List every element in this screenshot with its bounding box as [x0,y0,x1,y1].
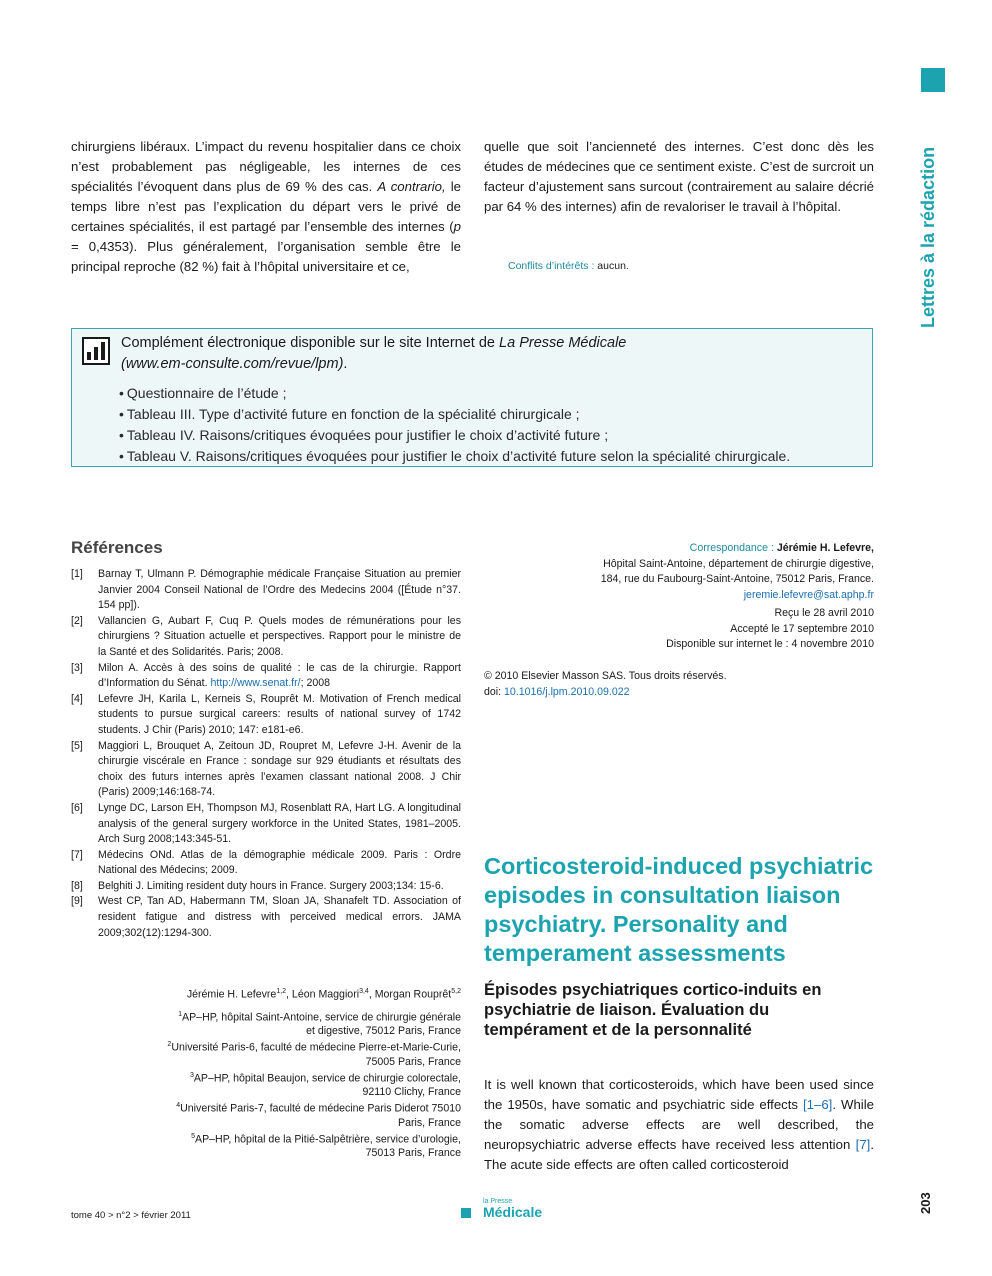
article-body [484,1075,874,1175]
reference-text: Belghiti J. Limiting resident duty hours in France. Surgery 2003;134: 15-6. [98,879,444,892]
list-item: • Questionnaire de l’étude ; [119,383,790,404]
reference-text: West CP, Tan AD, Habermann TM, Sloan JA, Shanafelt TD. Association of resident fatigue and distress with perceived medical errors. JAMA 2009;302(12):1294-300. [98,895,461,939]
issue-info: tome 40 > n°2 > février 2011 [71,1210,191,1221]
reference-text: Maggiori L, Brouquet A, Zeitoun JD, Roupret M, Lefevre J-H. Avenir de la chirurgie viscérale en France : sondage sur 929 étudiants et résultats des choix des futurs internes après l’examen classant national 2008. J Chir (Paris) 2009;146:168-74. [98,739,461,799]
affiliation-sup: 1 [178,1010,183,1018]
correspondence-name: Jérémie H. Lefevre, [776,542,874,554]
list-item: • Tableau IV. Raisons/critiques évoquées pour justifier le choix d’activité future ; [119,425,790,446]
affiliation [71,1038,461,1069]
affiliation-line: AP–HP, hôpital de la Pitié-Salpêtrière, service d’urologie, [195,1133,461,1146]
logo-big-text: Médicale [483,1204,543,1220]
affiliation-line: AP–HP, hôpital Saint-Antoine, service de chirurgie générale [182,1011,461,1024]
reference-item [71,661,461,692]
reference-number: [5] [71,739,83,752]
correspondence-label: Correspondance : [689,542,777,554]
doi-link[interactable]: 10.1016/j.lpm.2010.09.022 [504,685,630,698]
list-item: • Tableau V. Raisons/critiques évoquées pour justifier le choix d’activité future selon la spécialité chirurgicale. [119,446,790,467]
conflicts-label: Conflits d’intérêts : [508,260,598,272]
bar-chart-icon [82,337,110,365]
author-sup: 5,2 [451,988,461,995]
author-sup: 1,2 [276,988,287,995]
citation-link[interactable]: [1–6] [803,1097,833,1112]
authors-block [71,985,461,1160]
affiliation [71,1069,461,1100]
affiliation [71,1008,461,1039]
reference-item [71,879,461,895]
affiliation-sup: 4 [176,1102,181,1110]
date-online: Disponible sur internet le : 4 novembre 2010 [666,638,874,651]
body-text: . The acute side effects are often called corticosteroid [484,1137,874,1172]
reference-text-body: Milon A. Accès à des soins de qualité : le cas de la chirurgie. Rapport d’Information du Sénat. [98,661,461,690]
author-name: Jérémie H. Lefevre [186,988,277,1001]
affiliation-line: 92110 Clichy, France [362,1086,461,1099]
affiliation-line: et digestive, 75012 Paris, France [306,1025,461,1038]
reference-item [71,739,461,801]
affiliation-line: Université Paris-6, faculté de médecine Pierre-et-Marie-Curie, [171,1041,461,1054]
reference-item [71,614,461,661]
author-name: , Léon Maggiori [286,988,360,1001]
reference-number: [7] [71,848,83,861]
affiliation-line: Université Paris-7, faculté de médecine Paris Diderot 75010 [180,1102,461,1115]
reference-number: [4] [71,692,83,705]
correspondence-line2: 184, rue du Faubourg-Saint-Antoine, 75012 Paris, France. [600,573,874,586]
affiliation-sup: 2 [167,1041,172,1049]
intro-left-column [71,137,461,277]
intro-text-1: chirurgiens libéraux. L’impact du revenu hospitalier dans ce choix n’est probablement pas négligeable, les internes de ces spécialités l’évoquent dans plus de 69 % des cas. [71,139,461,194]
reference-text: Barnay T, Ulmann P. Démographie médicale Française Situation au premier Janvier 2004 Conseil National de l’Ordre des Medecins 2004 ([Étude n°37. 154 pp]). [98,568,461,612]
logo-small-text: la Presse [483,1198,513,1205]
correspondence-line1: Hôpital Saint-Antoine, département de chirurgie digestive, [603,557,874,570]
page-number: 203 [918,1192,933,1214]
author-name: , Morgan Rouprêt [368,988,452,1001]
body-text: . While the somatic adverse effects are well described, the neuropsychiatric adverse effects have received less attention [484,1097,874,1152]
section-marker [921,68,945,92]
affiliation-line: AP–HP, hôpital Beaujon, service de chirurgie colorectale, [193,1072,461,1085]
references-list [71,567,461,941]
reference-item [71,692,461,739]
reference-number: [9] [71,895,83,908]
citation-link[interactable]: [7] [855,1137,871,1152]
body-text: It is well known that corticosteroids, which have been used since the 1950s, have somatic and psychiatric side effects [484,1077,874,1112]
supplement-box [71,328,873,467]
reference-number: [3] [71,661,83,674]
reference-item [71,894,461,941]
reference-text: Lefevre JH, Karila L, Kerneis S, Rouprêt M. Motivation of French medical students to pursue surgical careers: results of national survey of 1742 students. J Chir (Paris) 2010; 147: e181-e6. [98,692,461,736]
reference-number: [6] [71,801,83,814]
reference-number: [1] [71,568,83,580]
reference-item [71,848,461,879]
intro-right-column: quelle que soit l’ancienneté des internes. C’est donc dès les études de médecines que ce sentiment existe. C’est de surcroit un facteur d’ajustement sans surcout (contrairement au salaire décrié par 64 % des internes) afin de revaloriser le travail à l’hôpital. [484,139,874,214]
author-list [71,985,461,1002]
affiliation-line: 75005 Paris, France [365,1055,461,1068]
article-title: Corticosteroid-induced psychiatric episodes in consultation liaison psychiatry. Personality and temperament assessments [484,853,874,966]
reference-text: Médecins ONd. Atlas de la démographie médicale 2009. Paris : Ordre National des Médecins; 2009. [98,848,461,877]
supplement-heading-text: Complément électronique disponible sur le site Internet de [121,335,500,351]
list-item: • Tableau III. Type d’activité future en fonction de la spécialité chirurgicale ; [119,404,790,425]
supplement-url[interactable]: (www.em-consulte.com/revue/lpm) [121,356,344,372]
reference-text: Lynge DC, Larson EH, Thompson MJ, Rosenblatt RA, Hart LG. A longitudinal analysis of the general surgery workforce in the United States, 1981–2005. Arch Surg 2008;143:345-51. [98,801,461,846]
reference-item [71,801,461,848]
conflicts-value: aucun. [597,260,629,272]
affiliation-line: Paris, France [398,1116,461,1129]
copyright: © 2010 Elsevier Masson SAS. Tous droits réservés. [484,670,727,682]
p-symbol: p [453,219,461,234]
conflicts-of-interest [508,260,629,272]
intro-text-2: le temps libre n’est pas l’explication du départ vers le privé de certaines spécialités, il est partagé par l’ensemble des internes ( [71,179,461,234]
affiliation-line: 75013 Paris, France [365,1147,461,1160]
article-subtitle: Épisodes psychiatriques cortico-induits en psychiatrie de liaison. Évaluation du tempérament et de la personnalité [484,981,822,1039]
correspondence [484,541,874,603]
reference-number: [8] [71,879,83,892]
date-accepted: Accepté le 17 septembre 2010 [730,622,874,635]
reference-text: Vallancien G, Aubart F, Cuq P. Quels modes de rémunérations pour les chirurgiens ? Situation actuelle et perspectives. Rapport pour le ministre de la Santé et des Solidarités. Paris; 2008. [98,614,461,658]
references-heading: Références [71,538,163,557]
author-sup: 3,4 [359,988,369,995]
reference-text-after: ; 2008 [300,677,331,690]
section-title: Lettres à la rédaction [918,146,938,328]
affiliation [71,1130,461,1161]
reference-text [98,661,461,692]
journal-logo [461,1198,561,1222]
supplement-list [119,383,790,467]
affiliation-sup: 5 [191,1132,196,1140]
supplement-heading [121,333,861,375]
copyright-block [484,669,874,700]
journal-name: La Presse Médicale [499,335,627,351]
affiliation [71,1099,461,1130]
senat-link[interactable]: http://www.senat.fr/ [210,677,301,690]
intro-text-3: = 0,4353). Plus généralement, l’organisation semble être le principal reproche (82 %) fait à l’hôpital universitaire et ce, [71,239,461,274]
date-received: Reçu le 28 avril 2010 [774,607,874,619]
doi-label: doi: [484,685,505,698]
article-dates [484,606,874,653]
reference-number: [2] [71,614,83,627]
logo-square-icon [461,1208,471,1218]
reference-item [71,567,461,614]
supplement-url-end: . [343,356,348,372]
correspondence-email[interactable]: jeremie.lefevre@sat.aphp.fr [743,588,874,601]
intro-italic: A contrario, [377,179,446,194]
affiliation-sup: 3 [189,1071,194,1079]
